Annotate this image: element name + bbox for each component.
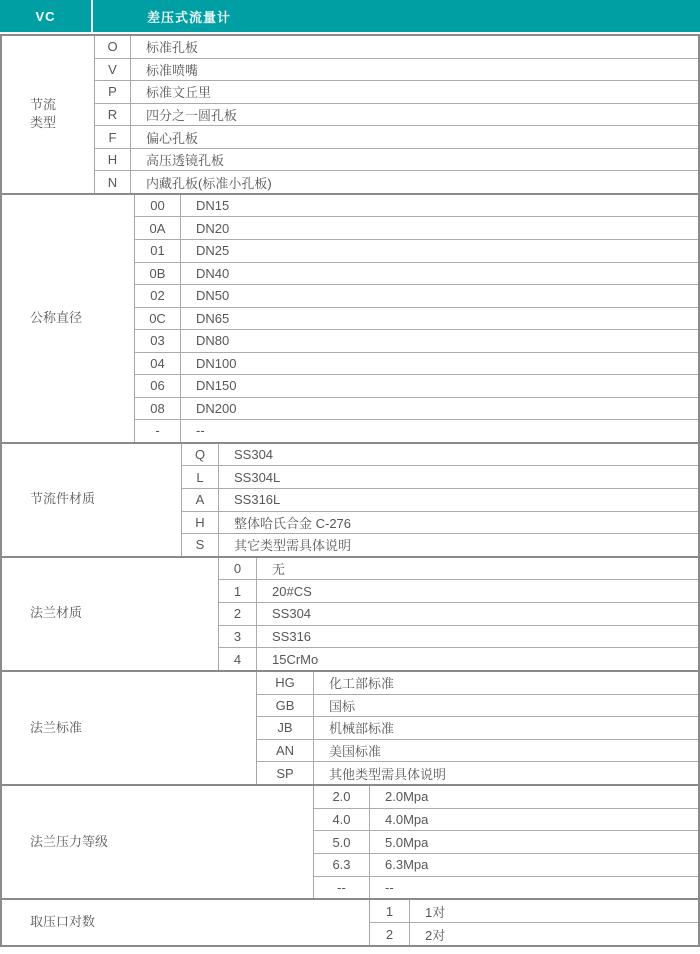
option-code: 0B — [135, 263, 181, 285]
option-row — [135, 352, 698, 375]
option-desc: DN15 — [196, 198, 230, 214]
option-code: 08 — [135, 398, 181, 420]
option-row — [95, 80, 698, 103]
option-desc: DN50 — [196, 288, 230, 304]
option-desc: 20#CS — [272, 583, 312, 599]
option-row — [135, 307, 698, 330]
option-row — [219, 647, 698, 670]
section-label — [2, 195, 135, 442]
option-desc: 化工部标准 — [329, 676, 395, 692]
option-code: 6.3 — [314, 854, 370, 876]
option-row — [257, 672, 698, 694]
option-row — [95, 148, 698, 171]
option-desc: 机械部标准 — [329, 721, 395, 737]
option-rows — [314, 786, 698, 898]
option-row — [370, 900, 698, 922]
option-row — [314, 808, 698, 831]
table-body — [0, 34, 700, 947]
option-rows — [182, 444, 698, 556]
option-code: N — [95, 171, 131, 193]
option-row — [135, 262, 698, 285]
option-desc: DN65 — [196, 310, 230, 326]
option-code: 2 — [370, 923, 410, 945]
option-code: 1 — [219, 580, 257, 602]
option-row — [314, 876, 698, 899]
section-label — [2, 558, 219, 670]
option-desc: DN200 — [196, 400, 237, 416]
section-nominal-diameter — [2, 193, 698, 442]
option-row — [182, 533, 698, 556]
section-label — [2, 36, 95, 193]
option-row — [95, 125, 698, 148]
option-row — [219, 558, 698, 580]
section-label-text: 法兰材质 — [30, 605, 83, 621]
section-label-text: 公称直径 — [30, 309, 83, 325]
option-desc: SS304 — [272, 606, 312, 622]
option-rows — [370, 900, 698, 945]
product-name-cell: 差压式流量计 — [147, 9, 232, 25]
option-desc: -- — [385, 879, 394, 895]
section-label-text: 法兰压力等级 — [30, 833, 109, 849]
option-desc: 偏心孔板 — [146, 130, 199, 146]
option-desc: DN150 — [196, 378, 237, 394]
option-row — [314, 853, 698, 876]
option-desc: 整体哈氏合金 C-276 — [234, 515, 352, 531]
option-row — [135, 419, 698, 442]
section-label-text: 法兰标准 — [30, 719, 83, 735]
option-desc: -- — [196, 423, 205, 439]
option-row — [95, 170, 698, 193]
section-label-line: 类型 — [30, 115, 57, 131]
option-desc: 国标 — [329, 698, 356, 714]
option-code: SP — [257, 762, 314, 784]
option-desc: SS304L — [234, 469, 281, 485]
option-desc: DN40 — [196, 265, 230, 281]
option-code: V — [95, 59, 131, 81]
option-desc: 6.3Mpa — [385, 857, 429, 873]
option-row — [257, 716, 698, 739]
option-desc: 其它类型需具体说明 — [234, 538, 352, 554]
option-desc: 标准喷嘴 — [146, 62, 199, 78]
option-code: H — [95, 149, 131, 171]
section-throttle-type — [2, 36, 698, 193]
option-desc: 2.0Mpa — [385, 789, 429, 805]
model-code-cell: VC — [0, 0, 93, 32]
option-desc: 1对 — [425, 904, 446, 920]
section-flange-material — [2, 556, 698, 670]
option-desc: SS316L — [234, 492, 281, 508]
option-desc: 无 — [272, 562, 286, 578]
option-code: 03 — [135, 330, 181, 352]
option-code: S — [182, 534, 219, 556]
option-desc: DN80 — [196, 333, 230, 349]
option-code: 2 — [219, 603, 257, 625]
option-desc: DN100 — [196, 355, 237, 371]
option-code: 2.0 — [314, 786, 370, 808]
option-desc: 其他类型需具体说明 — [329, 766, 447, 782]
option-desc: 4.0Mpa — [385, 811, 429, 827]
option-code: 0C — [135, 308, 181, 330]
table-header — [0, 0, 700, 32]
option-code: 5.0 — [314, 831, 370, 853]
option-code: 0A — [135, 217, 181, 239]
option-desc: 2对 — [425, 927, 446, 943]
option-row — [135, 195, 698, 217]
section-pressure-tap-pairs — [2, 898, 698, 945]
option-row — [135, 216, 698, 239]
option-row — [135, 284, 698, 307]
option-row — [135, 397, 698, 420]
option-code: - — [135, 420, 181, 442]
section-flange-pressure-rating — [2, 784, 698, 898]
option-row — [257, 739, 698, 762]
section-label-text: 节流件材质 — [30, 491, 96, 507]
option-rows — [95, 36, 698, 193]
option-code: AN — [257, 740, 314, 762]
option-desc: 标准孔板 — [146, 40, 199, 56]
option-row — [135, 239, 698, 262]
option-code: -- — [314, 877, 370, 899]
option-desc: 高压透镜孔板 — [146, 153, 225, 169]
option-code: L — [182, 466, 219, 488]
option-row — [314, 830, 698, 853]
section-label — [2, 900, 370, 945]
option-row — [95, 103, 698, 126]
option-row — [95, 58, 698, 81]
option-code: 0 — [219, 558, 257, 580]
option-code: Q — [182, 444, 219, 466]
option-code: 06 — [135, 375, 181, 397]
option-code: H — [182, 512, 219, 534]
option-code: O — [95, 36, 131, 58]
option-desc: 四分之一圆孔板 — [146, 107, 238, 123]
option-code: P — [95, 81, 131, 103]
option-rows — [257, 672, 698, 784]
option-row — [135, 374, 698, 397]
option-row — [314, 786, 698, 808]
section-label — [2, 444, 182, 556]
section-flange-standard — [2, 670, 698, 784]
option-rows — [219, 558, 698, 670]
option-row — [257, 761, 698, 784]
option-desc: DN25 — [196, 243, 230, 259]
option-code: 04 — [135, 353, 181, 375]
option-desc: 标准文丘里 — [146, 85, 212, 101]
option-row — [182, 488, 698, 511]
option-code: HG — [257, 672, 314, 694]
option-row — [182, 444, 698, 466]
option-code: R — [95, 104, 131, 126]
section-label — [2, 786, 314, 898]
option-code: GB — [257, 695, 314, 717]
option-row — [182, 511, 698, 534]
option-desc: SS304 — [234, 446, 274, 462]
option-desc: SS316 — [272, 628, 312, 644]
option-code: A — [182, 489, 219, 511]
option-desc: 内藏孔板(标准小孔板) — [146, 175, 272, 191]
option-desc: 15CrMo — [272, 651, 319, 667]
option-desc: DN20 — [196, 220, 230, 236]
option-code: F — [95, 126, 131, 148]
section-throttle-material — [2, 442, 698, 556]
option-row — [219, 602, 698, 625]
option-code: 4.0 — [314, 809, 370, 831]
option-row — [219, 625, 698, 648]
option-code: 1 — [370, 900, 410, 922]
section-label-line: 节流 — [30, 96, 57, 112]
option-row — [95, 36, 698, 58]
option-code: 02 — [135, 285, 181, 307]
option-code: 01 — [135, 240, 181, 262]
option-row — [257, 694, 698, 717]
option-rows — [135, 195, 698, 442]
option-row — [370, 922, 698, 945]
option-code: 4 — [219, 648, 257, 670]
option-code: 00 — [135, 195, 181, 217]
section-label-text: 取压口对数 — [30, 914, 96, 930]
option-row — [219, 579, 698, 602]
option-code: JB — [257, 717, 314, 739]
option-desc: 5.0Mpa — [385, 834, 429, 850]
option-desc: 美国标准 — [329, 744, 382, 760]
option-row — [135, 329, 698, 352]
section-label — [2, 672, 257, 784]
option-row — [182, 465, 698, 488]
option-code: 3 — [219, 626, 257, 648]
